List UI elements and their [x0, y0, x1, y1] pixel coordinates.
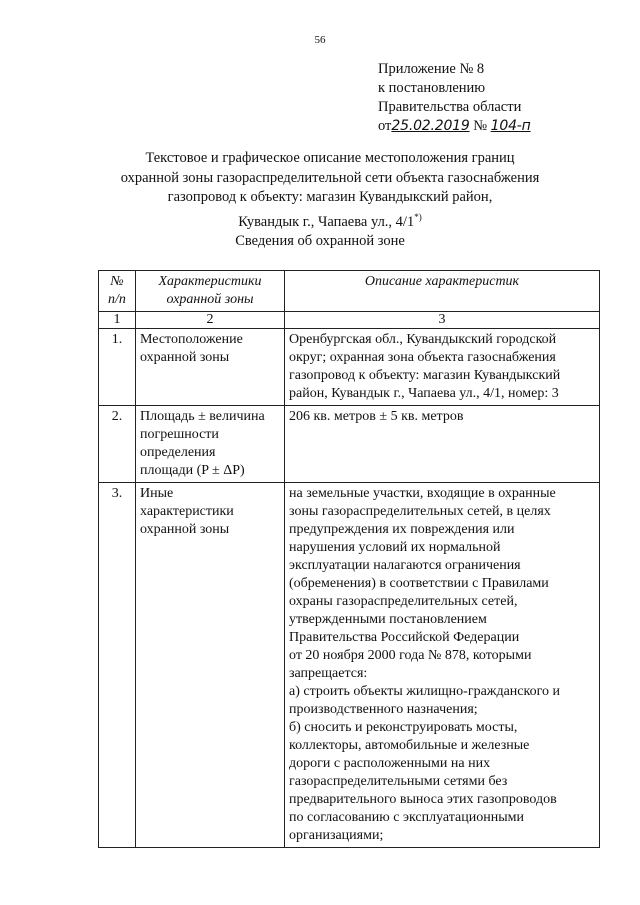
description-line: 206 кв. метров ± 5 кв. метров	[289, 409, 464, 424]
title-line-4-wrap	[80, 208, 580, 232]
column-number-1: 1	[99, 312, 136, 329]
description-line: газопровод к объекту: магазин Кувандыкский	[289, 368, 561, 383]
handwritten-date: 25.02.2019	[391, 118, 470, 134]
description-line: б) сносить и реконструировать мосты,	[289, 720, 518, 735]
characteristic-line: Площадь ± величина	[140, 409, 265, 424]
next-page-edge	[90, 894, 570, 898]
description-line: предупреждения их повреждения или	[289, 522, 515, 537]
characteristic-line: охранной зоны	[140, 350, 230, 365]
characteristic-line: Местоположение	[140, 332, 243, 347]
description-line: по согласованию с эксплуатационными	[289, 810, 524, 825]
description-line: дороги с расположенными на них	[289, 756, 491, 771]
row-characteristic	[136, 329, 285, 406]
description-line: Правительства Российской Федерации	[289, 630, 520, 645]
description-line: газораспределительными сетями без	[289, 774, 508, 789]
description-line: зоны газораспределительных сетей, в целях	[289, 504, 551, 519]
description-line: утвержденными постановлением	[289, 612, 487, 627]
appendix-block	[378, 60, 531, 136]
description-line: коллекторы, автомобильные и железные	[289, 738, 530, 753]
description-line: производственного назначения;	[289, 702, 478, 717]
characteristic-line: Иные	[140, 486, 174, 501]
appendix-line-3: Правительства области	[378, 99, 522, 115]
header-col-number: № п/п	[99, 271, 136, 312]
table-row	[99, 483, 600, 848]
description-line: охраны газораспределительных сетей,	[289, 594, 518, 609]
characteristic-line: площади (P ± ΔP)	[140, 463, 245, 478]
section-subtitle: Сведения об охранной зоне	[235, 233, 405, 249]
row-number: 2.	[99, 406, 136, 483]
description-line: предварительного выноса этих газопроводов	[289, 792, 557, 807]
description-line: округ; охранная зона объекта газоснабжения	[289, 350, 556, 365]
header-col-characteristic: Характеристики охранной зоны	[136, 271, 285, 312]
footnote-mark: *)	[414, 211, 422, 222]
handwritten-number: 104-п	[490, 118, 531, 134]
description-line: район, Кувандык г., Чапаева ул., 4/1, номер: 3	[289, 386, 559, 401]
description-line: эксплуатации налагаются ограничения	[289, 558, 521, 573]
characteristic-line: погрешности	[140, 427, 219, 442]
column-number-2: 2	[136, 312, 285, 329]
document-title	[80, 149, 580, 232]
title-line-4: Кувандык г., Чапаева ул., 4/1	[238, 213, 415, 230]
characteristic-line: определения	[140, 445, 216, 460]
title-line-2: охранной зоны газораспределительной сети объекта газоснабжения	[120, 169, 540, 186]
row-number: 1.	[99, 329, 136, 406]
column-numbering-row	[99, 312, 600, 329]
description-line: запрещается:	[289, 666, 368, 681]
description-line: (обременения) в соответствии с Правилами	[289, 576, 549, 591]
appendix-line-1: Приложение № 8	[378, 61, 485, 77]
table-row	[99, 329, 600, 406]
table-header-row	[99, 271, 600, 312]
row-characteristic	[136, 483, 285, 848]
description-line: на земельные участки, входящие в охранные	[289, 486, 556, 501]
header-col-description: Описание характеристик	[285, 271, 600, 312]
row-description	[285, 329, 600, 406]
appendix-date-line	[378, 117, 531, 136]
title-line-1: Текстовое и графическое описание местоположения границ	[145, 150, 515, 166]
description-line: а) строить объекты жилищно-гражданского и	[289, 684, 560, 699]
appendix-line-2: к постановлению	[378, 80, 486, 96]
description-line: от 20 ноября 2000 года № 878, которыми	[289, 648, 532, 663]
row-number: 3.	[99, 483, 136, 848]
description-line: Оренбургская обл., Кувандыкский городской	[289, 332, 557, 347]
description-line: организациями;	[289, 828, 384, 843]
characteristic-line: охранной зоны	[140, 522, 230, 537]
number-prefix: №	[473, 118, 488, 134]
characteristic-line: характеристики	[140, 504, 234, 519]
protection-zone-table	[98, 270, 600, 848]
page-number: 56	[314, 34, 326, 46]
title-line-3: газопровод к объекту: магазин Кувандыкский район,	[167, 189, 493, 205]
table-row	[99, 406, 600, 483]
description-line: нарушения условий их нормальной	[289, 540, 501, 555]
row-characteristic	[136, 406, 285, 483]
row-description	[285, 483, 600, 848]
column-number-3: 3	[285, 312, 600, 329]
row-description	[285, 406, 600, 483]
date-prefix: от	[378, 118, 392, 134]
